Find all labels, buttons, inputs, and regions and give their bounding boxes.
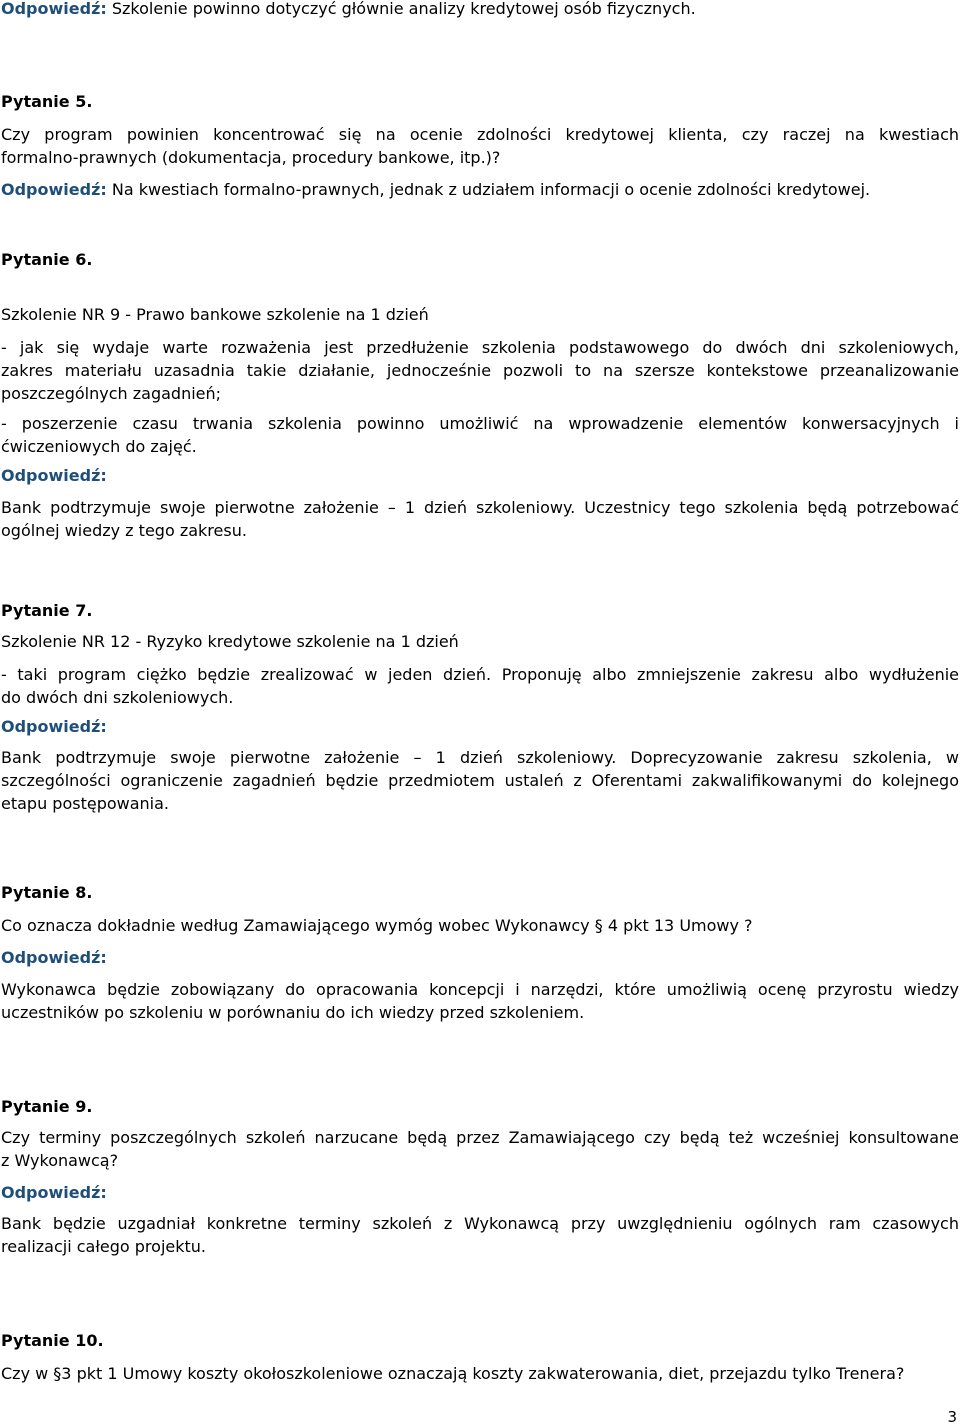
q9-question-line1: Czy terminy poszczególnych szkoleń narzucane będą przez Zamawiającego czy będą też wcześniej konsultowane — [1, 1128, 959, 1147]
q8-title: Pytanie 8. — [1, 883, 93, 902]
q4-answer — [1, 0, 959, 19]
q9-answer-line2: realizacji całego projektu. — [1, 1237, 206, 1256]
q7-point1-line1: - taki program ciężko będzie zrealizować w jeden dzień. Proponuję albo zmniejszenie zakresu albo wydłużenie — [1, 665, 959, 684]
q10-title: Pytanie 10. — [1, 1331, 104, 1350]
q9-question-line2: z Wykonawcą? — [1, 1151, 119, 1170]
q10-question: Czy w §3 pkt 1 Umowy koszty okołoszkoleniowe oznaczają koszty zakwaterowania, diet, przejazdu tylko Trenera? — [1, 1364, 905, 1383]
q6-point2-line1: - poszerzenie czasu trwania szkolenia powinno umożliwić na wprowadzenie elementów konwersacyjnych i — [1, 414, 959, 433]
q6-title: Pytanie 6. — [1, 250, 93, 269]
q4-answer-text: Szkolenie powinno dotyczyć głównie analizy kredytowej osób fizycznych. — [106, 0, 696, 18]
q7-title: Pytanie 7. — [1, 601, 93, 620]
q7-answer-label: Odpowiedź: — [1, 717, 107, 736]
q4-answer-label: Odpowiedź: — [1, 0, 107, 18]
q6-point1-line2: zakres materiału uzasadnia takie działanie, jednocześnie pozwoli to na szersze kontekstowe przeanalizowanie — [1, 361, 959, 380]
q5-answer-text: Na kwestiach formalno-prawnych, jednak z udziałem informacji o ocenie zdolności kredytowej. — [106, 180, 871, 199]
q6-answer-label: Odpowiedź: — [1, 466, 107, 485]
q7-point1-line2: do dwóch dni szkoleniowych. — [1, 688, 234, 707]
q9-answer-line1: Bank będzie uzgadniał konkretne terminy szkoleń z Wykonawcą przy uwzględnieniu ogólnych ram czasowych — [1, 1214, 959, 1233]
q7-answer-line1: Bank podtrzymuje swoje pierwotne założenie – 1 dzień szkoleniowy. Doprecyzowanie zakresu szkolenia, w — [1, 748, 959, 767]
q8-question: Co oznacza dokładnie według Zamawiającego wymóg wobec Wykonawcy § 4 pkt 13 Umowy ? — [1, 916, 753, 935]
q8-answer-line1: Wykonawca będzie zobowiązany do opracowania koncepcji i narzędzi, które umożliwią ocenę przyrostu wiedzy — [1, 980, 959, 999]
q5-title: Pytanie 5. — [1, 92, 93, 111]
q8-answer-line2: uczestników po szkoleniu w porównaniu do ich wiedzy przed szkoleniem. — [1, 1003, 585, 1022]
q6-point1-line1: - jak się wydaje warte rozważenia jest przedłużenie szkolenia podstawowego do dwóch dni szkoleniowych, — [1, 338, 959, 357]
q5-answer — [1, 180, 959, 200]
q6-answer-line1: Bank podtrzymuje swoje pierwotne założenie – 1 dzień szkoleniowy. Uczestnicy tego szkolenia będą potrzebować — [1, 498, 959, 517]
q6-subject: Szkolenie NR 9 - Prawo bankowe szkolenie na 1 dzień — [1, 305, 429, 324]
q5-answer-label: Odpowiedź: — [1, 180, 107, 199]
q5-question-line2: formalno-prawnych (dokumentacja, procedury bankowe, itp.)? — [1, 148, 501, 167]
q9-answer-label: Odpowiedź: — [1, 1183, 107, 1202]
q7-answer-line2: szczególności ograniczenie zagadnień będzie przedmiotem ustaleń z Oferentami zakwalifikowanymi do kolejnego — [1, 771, 959, 790]
q5-question-line1: Czy program powinien koncentrować się na ocenie zdolności kredytowej klienta, czy raczej na kwestiach — [1, 125, 959, 144]
q7-answer-line3: etapu postępowania. — [1, 794, 170, 813]
q6-point2-line2: ćwiczeniowych do zajęć. — [1, 437, 197, 456]
q9-title: Pytanie 9. — [1, 1097, 93, 1116]
q6-point1-line3: poszczególnych zagadnień; — [1, 384, 222, 403]
q8-answer-label: Odpowiedź: — [1, 948, 107, 967]
q6-answer-line2: ogólnej wiedzy z tego zakresu. — [1, 521, 247, 540]
page-number: 3 — [947, 1408, 957, 1426]
q7-subject: Szkolenie NR 12 - Ryzyko kredytowe szkolenie na 1 dzień — [1, 632, 459, 651]
